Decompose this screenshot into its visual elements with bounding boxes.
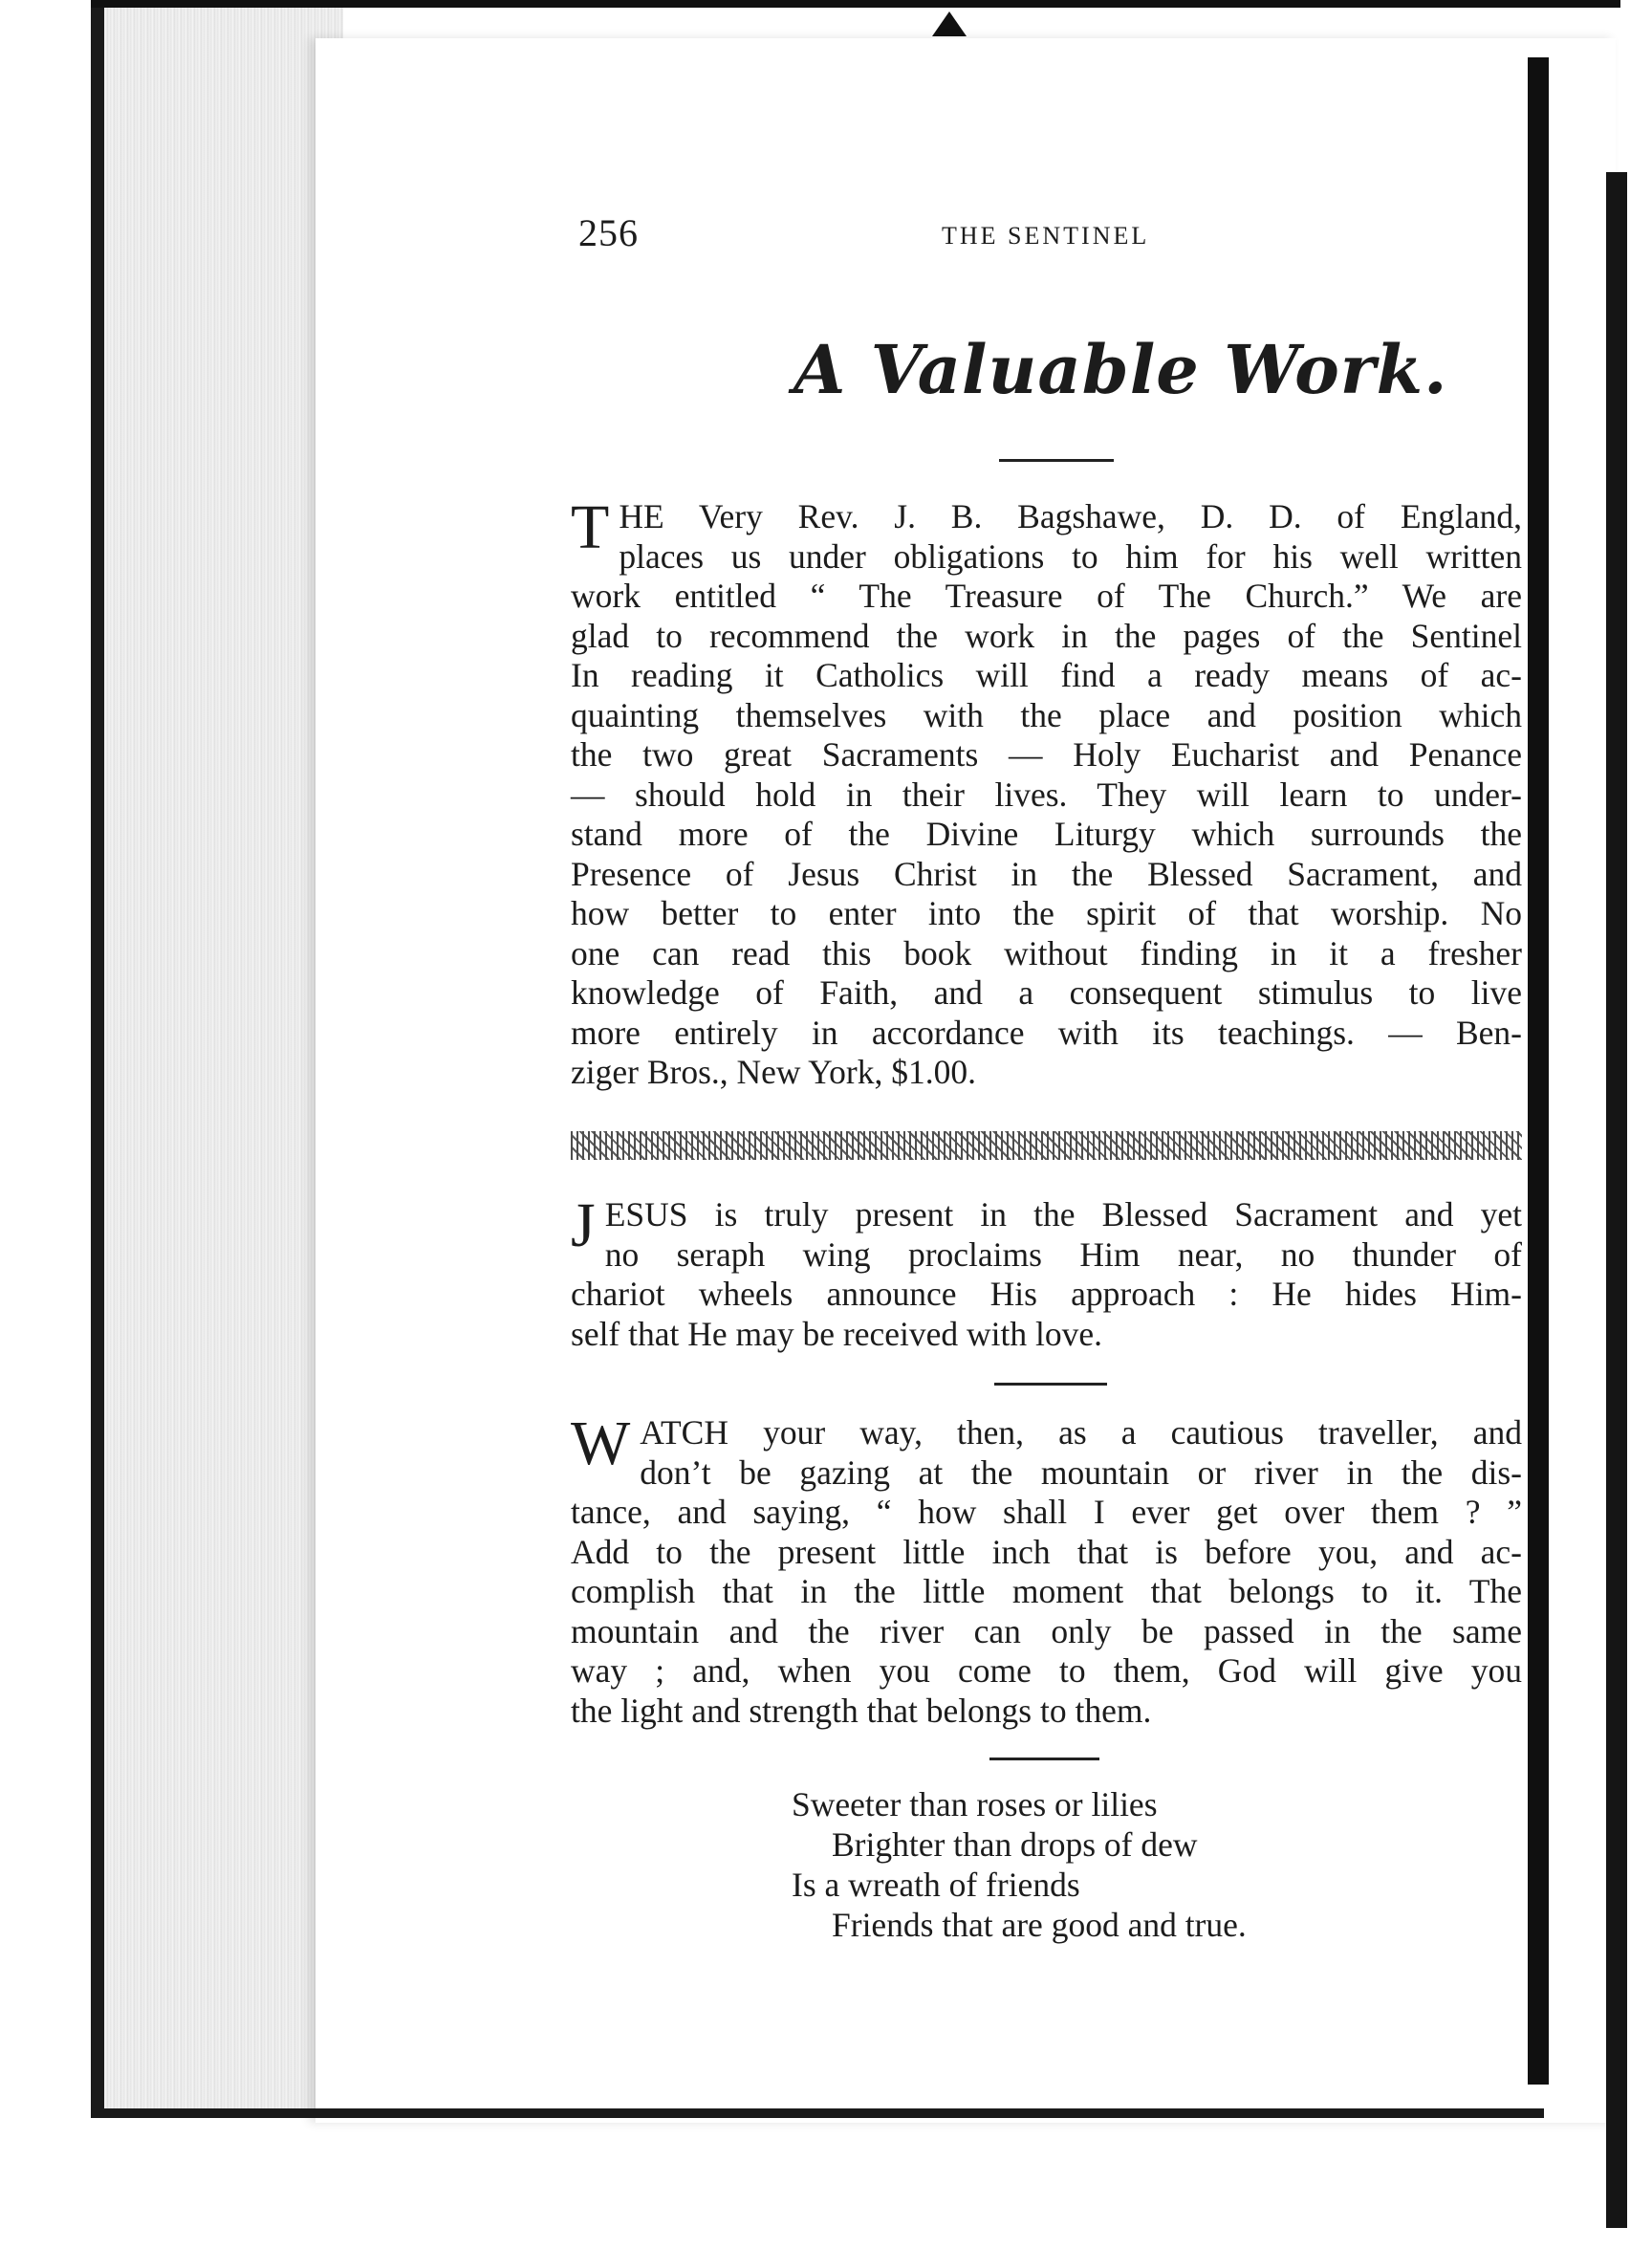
- dropcap: W: [571, 1408, 631, 1478]
- article-title: A Valuable Work.: [793, 330, 1448, 409]
- book-bottom-edge: [91, 2108, 1544, 2118]
- text-line: work entitled “ The Treasure of The Church.” We are: [571, 577, 1522, 615]
- paragraph-watch: [571, 1408, 1522, 1731]
- text-line: ESUS is truly present in the Blessed Sacrament and yet: [604, 1195, 1522, 1234]
- poem: [792, 1784, 1247, 1945]
- text-line: HE Very Rev. J. B. Bagshawe, D. D. of England,: [619, 497, 1522, 535]
- text-line: the light and strength that belongs to them.: [571, 1691, 1152, 1730]
- poem-line: Is a wreath of friends: [792, 1866, 1080, 1904]
- book-top-edge: [91, 0, 1620, 8]
- text-line: tance, and saying, “ how shall I ever get over them ? ”: [571, 1493, 1522, 1531]
- text-line: places us under obligations to him for his well written: [619, 536, 1522, 576]
- next-page-edge: [1606, 172, 1627, 2228]
- running-title: THE SENTINEL: [942, 222, 1150, 250]
- text-line: self that He may be received with love.: [571, 1314, 1102, 1353]
- right-binding-shadow: [1528, 57, 1549, 2085]
- page-number: 256: [578, 211, 639, 254]
- section-rule: [994, 1383, 1107, 1386]
- paragraph-valuable-work: [571, 492, 1522, 1093]
- text-line: In reading it Catholics will find a ready means of ac-: [571, 656, 1522, 694]
- text-line: more entirely in accordance with its teachings. — Ben-: [571, 1013, 1522, 1052]
- text-line: stand more of the Divine Liturgy which surrounds the: [571, 815, 1522, 853]
- poem-rule: [989, 1758, 1099, 1760]
- poem-line: Sweeter than roses or lilies: [792, 1785, 1158, 1823]
- text-line: complish that in the little moment that belongs to it. The: [571, 1572, 1522, 1610]
- text-line: how better to enter into the spirit of that worship. No: [571, 894, 1522, 932]
- text-line: don’t be gazing at the mountain or river in the dis-: [640, 1452, 1522, 1492]
- text-line: knowledge of Faith, and a consequent stimulus to live: [571, 973, 1522, 1012]
- dropcap: T: [571, 492, 610, 562]
- text-line: quainting themselves with the place and position which: [571, 695, 1522, 734]
- paragraph-jesus: [571, 1190, 1522, 1354]
- title-rule: [999, 459, 1114, 462]
- poem-line: Brighter than drops of dew: [832, 1825, 1198, 1864]
- text-line: no seraph wing proclaims Him near, no thunder of: [604, 1234, 1522, 1274]
- dropcap: J: [571, 1190, 596, 1260]
- text-line: way ; and, when you come to them, God will give you: [571, 1651, 1522, 1690]
- ornamental-divider: [571, 1131, 1522, 1160]
- poem-line: Friends that are good and true.: [832, 1906, 1247, 1944]
- page-tab-marker: [932, 11, 967, 36]
- text-line: one can read this book without finding in it a fresher: [571, 933, 1522, 972]
- book-page-edges: [91, 0, 343, 2113]
- text-line: glad to recommend the work in the pages of the Sentinel: [571, 616, 1522, 655]
- text-line: Presence of Jesus Christ in the Blessed Sacrament, and: [571, 854, 1522, 893]
- text-line: Add to the present little inch that is before you, and ac-: [571, 1532, 1522, 1571]
- text-line: ziger Bros., New York, $1.00.: [571, 1053, 977, 1091]
- text-line: ATCH your way, then, as a cautious traveller, and: [640, 1413, 1522, 1452]
- text-line: mountain and the river can only be passed in the same: [571, 1611, 1522, 1650]
- text-line: the two great Sacraments — Holy Eucharist and Penance: [571, 735, 1522, 774]
- text-line: chariot wheels announce His approach : He hides Him-: [571, 1275, 1522, 1313]
- text-line: — should hold in their lives. They will learn to under-: [571, 775, 1522, 814]
